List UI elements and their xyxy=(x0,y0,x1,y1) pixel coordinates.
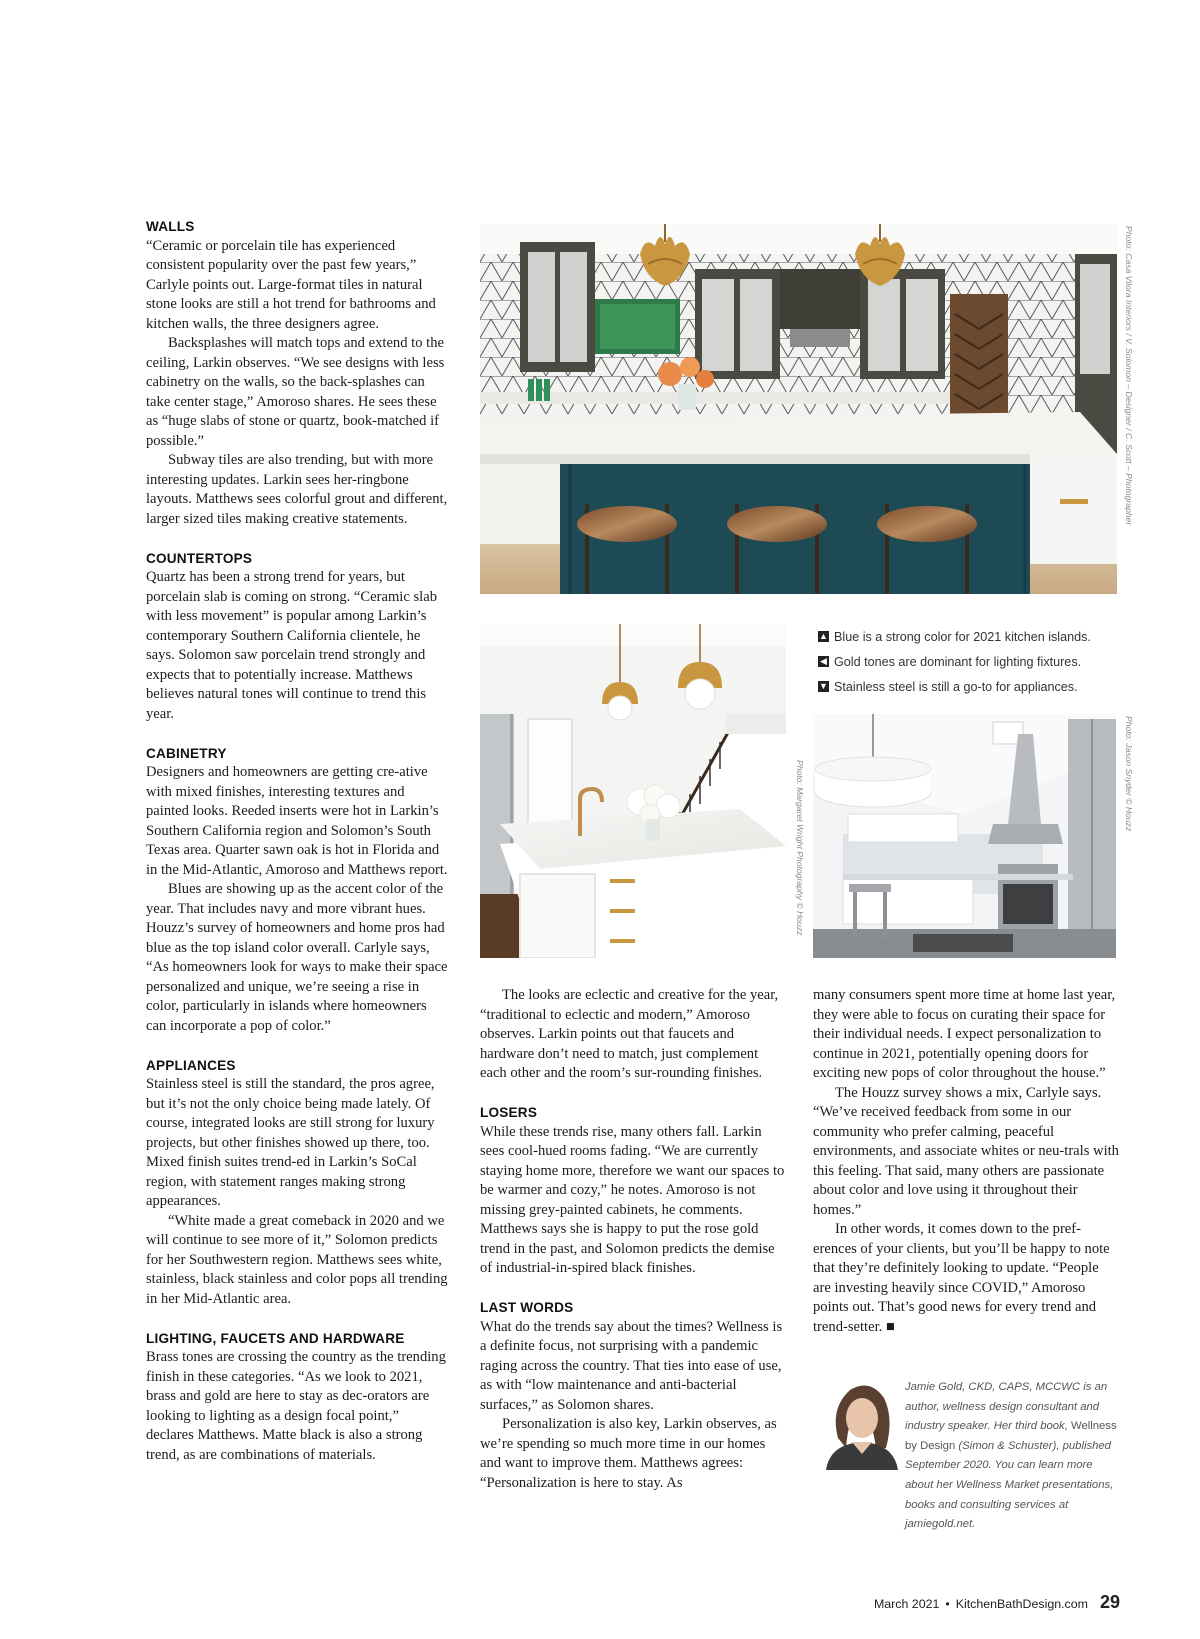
walls-heading: WALLS xyxy=(146,219,195,234)
bio-book-title: Wellness by Design xyxy=(905,1420,1117,1452)
cabinetry-heading: CABINETRY xyxy=(146,745,227,761)
caption-item xyxy=(818,674,1138,699)
walls-paragraph: Backsplashes will match tops and extend to the ceiling, Larkin observes. “We see designs with less cabinetry on the walls, so the back-splashes can take center stage,” Amoroso shares. He sees these as “huge slabs of stone or quartz, book-matched if possible.” xyxy=(146,335,445,449)
caption-item xyxy=(818,649,1138,674)
bio-text: (Simon & Schuster), published September 2020. You can learn more about her Wellness Market presentations, books and consulting services at jamiegold.net. xyxy=(905,1439,1114,1531)
page-number: 29 xyxy=(1099,1592,1120,1612)
lighting-paragraph: Brass tones are crossing the country as the trending finish in these categories. “As we look to 2021, brass and gold are here to stay as dec-orators are looking to lighting as a design focal point,” declares Matthews. Matte black is also a strong trend, as are combinations of materials. xyxy=(146,1349,446,1463)
appliances-heading: APPLIANCES xyxy=(146,1057,236,1073)
kitchen-photo-blue-island xyxy=(480,224,1117,594)
author-headshot xyxy=(820,1378,902,1470)
last-words-heading: LAST WORDS xyxy=(480,1300,574,1315)
article-column-3 xyxy=(813,986,1119,1337)
walls-paragraph: Subway tiles are also trending, but with more interesting updates. Larkin sees her-ringbone layouts. Matthews sees colorful grout and different, larger sized tiles making creative statements. xyxy=(146,452,448,527)
down-arrow-icon: ▼ xyxy=(819,681,828,691)
photo-credit-top: Photo: Casa Vilora Interiors / V. Solomon – Designer / C. Scott – Photographer xyxy=(1124,226,1134,526)
kitchen-illustration xyxy=(813,714,1116,958)
footer-bullet: • xyxy=(945,1597,950,1611)
page-footer xyxy=(874,1592,1120,1613)
caption-text: Gold tones are dominant for lighting fixtures. xyxy=(834,654,1082,669)
caption-text: Stainless steel is still a go-to for appliances. xyxy=(834,679,1078,694)
author-portrait-icon xyxy=(820,1378,902,1470)
walls-paragraph: “Ceramic or porcelain tile has experienced consistent popularity over the past few years,” Carlyle points out. Large-format tiles in natural stone looks are still a hot trend for bathrooms and kitchen walls, the three designers agree. xyxy=(146,237,436,332)
kitchen-illustration xyxy=(480,624,786,958)
losers-heading: LOSERS xyxy=(480,1105,538,1120)
kitchen-photo-stainless xyxy=(813,714,1116,958)
column2-paragraph: The looks are eclectic and creative for the year, “traditional to eclectic and modern,” Amoroso observes. Larkin points out that faucets and hardware don’t need to match, just complement each other and the room’s sur-rounding finishes. xyxy=(480,987,779,1081)
countertops-heading: COUNTERTOPS xyxy=(146,550,253,566)
kitchen-photo-white-gold xyxy=(480,624,786,958)
caption-text: Blue is a strong color for 2021 kitchen islands. xyxy=(834,629,1091,644)
column3-paragraph: The Houzz survey shows a mix, Carlyle says. “We’ve received feedback from some in our community who prefer calming, peaceful environments, and associate whites or neu-trals with this feeling. That said, many others are passionate about color and love using it throughout their homes.” xyxy=(813,1084,1119,1218)
last-words-paragraph: What do the trends say about the times? Wellness is a definite focus, not surprising with a pandemic raging across the country. That ties into ease of use, as with “low maintenance and anti-bacterial surfaces,” as Solomon shares. xyxy=(480,1318,783,1413)
footer-issue-date: March 2021 xyxy=(873,1597,940,1611)
bio-text: Jamie Gold, CKD, CAPS, MCCWC is an author, wellness design consultant and industry speaker. Her third book, xyxy=(905,1381,1108,1433)
countertops-paragraph: Quartz has been a strong trend for years, but porcelain slab is coming on strong. “Ceramic slab with less movement” is popular among Larkin’s contemporary Southern California clientele, he says. Solomon saw porcelain trend strongly and expects that to potentially increase. Matthews believes natural tones will continue to trend this year. xyxy=(146,569,437,722)
photo-credit-left: Photo: Margaret Wright Photography © Houzz xyxy=(795,760,805,936)
appliances-paragraph: “White made a great comeback in 2020 and we will continue to see more of it,” Solomon predicts for her Southwestern region. Matthews sees white, stainless, black stainless and color pops all trending in her Mid-Atlantic area. xyxy=(146,1212,448,1307)
photo-credit-right: Photo: Jason Snyder © Houzz xyxy=(1124,716,1134,832)
photo-captions xyxy=(818,624,1138,699)
losers-paragraph: While these trends rise, many others fall. Larkin sees cool-hued rooms fading. “We are currently staying home more, therefore we want our spaces to be warmer and cozy,” he notes. Amoroso is not missing grey-painted cabinets, he comments. Matthews says she is happy to put the rose gold trend in the past, and Solomon predicts the demise of industrial-in-spired black finishes. xyxy=(480,1123,785,1276)
cabinetry-paragraph: Blues are showing up as the accent color of the year. That includes navy and more vibrant hues. Houzz’s survey of homeowners and home pros had blue as the top island color overall. Carlyle says, “As homeowners look for ways to make their space personalized and unique, we’re seeing a rise in color, particularly in islands where homeowners can incorporate a pop of color.” xyxy=(146,881,448,1034)
column3-paragraph: In other words, it comes down to the pref-erences of your clients, but you’ll be happy to note that they’re definitely looking to update. “People are investing heavily since COVID,” Amoroso points out. That’s good news for every trend and trend-setter. ■ xyxy=(813,1221,1110,1335)
left-arrow-icon: ◀ xyxy=(818,656,829,667)
lighting-heading: LIGHTING, FAUCETS AND HARDWARE xyxy=(146,1330,405,1346)
last-words-paragraph: Personalization is also key, Larkin observes, as we’re spending so much more time in our homes and want to improve them. Matthews agrees: “Personalization is here to stay. As xyxy=(480,1416,777,1491)
kitchen-illustration xyxy=(480,224,1117,594)
author-bio-top xyxy=(905,1378,1117,1535)
footer-website: KitchenBathDesign.com xyxy=(955,1597,1088,1611)
appliances-paragraph: Stainless steel is still the standard, the pros agree, but it’s not the only choice being made lately. Of course, integrated looks are still strong for luxury projects, but other finishes showed up there, too. Mixed finish suites trend-ed in Larkin’s SoCal region, with statement ranges making strong appearances. xyxy=(146,1076,435,1209)
up-arrow-icon: ▲ xyxy=(819,631,828,641)
column3-paragraph: many consumers spent more time at home last year, they were able to focus on curating their space for their individual needs. I expect personalization to continue in 2021, potentially opening doors for exciting new pops of color throughout the house.” xyxy=(813,987,1116,1081)
cabinetry-paragraph: Designers and homeowners are getting cre-ative with mixed finishes, interesting textures and painted looks. Reeded inserts were hot in Larkin’s Southern California region and Solomon’s South Texas area. Quarter sawn oak is hot in Florida and in the Mid-Atlantic, Amoroso and Matthews report. xyxy=(146,764,448,878)
article-column-2 xyxy=(480,986,786,1493)
caption-item xyxy=(818,624,1138,649)
article-column-1 xyxy=(146,217,450,1465)
